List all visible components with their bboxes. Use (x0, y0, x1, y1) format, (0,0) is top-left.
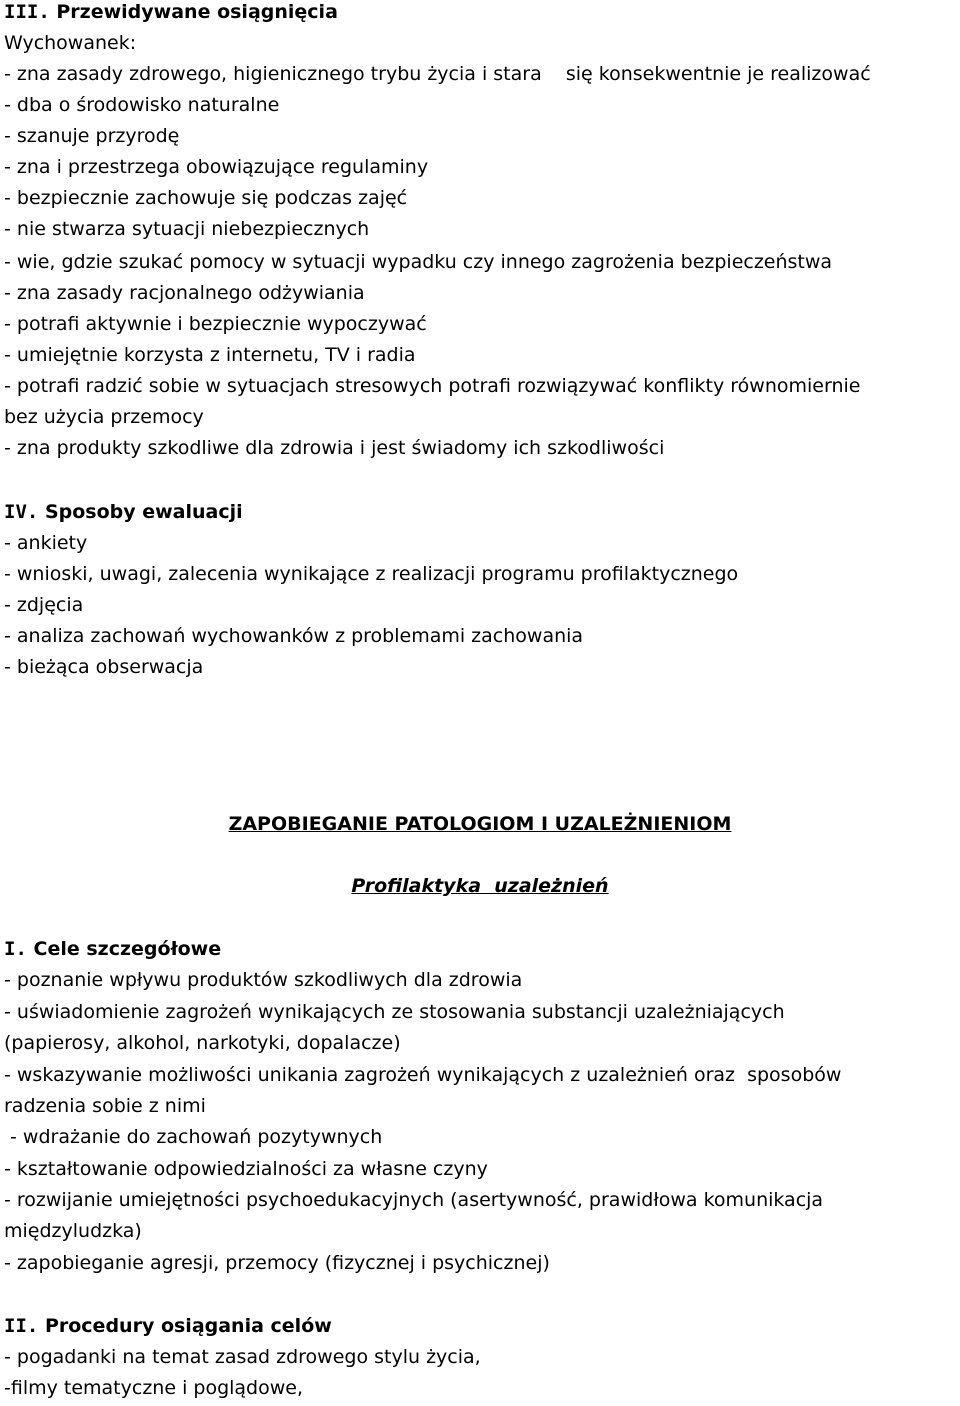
main-heading-row (0, 812, 960, 836)
list-item: - bieżąca obserwacja (4, 656, 204, 678)
list-item: - analiza zachowań wychowanków z problemami zachowania (4, 625, 584, 647)
list-item: (papierosy, alkohol, narkotyki, dopalacze) (4, 1032, 401, 1054)
sub-heading: Profilaktyka uzależnień (351, 875, 609, 897)
list-item: - uświadomienie zagrożeń wynikających ze stosowania substancji uzależniających (4, 1001, 785, 1023)
section-2-title: Procedury osiągania celów (38, 1315, 332, 1337)
list-item: - zna zasady zdrowego, higienicznego trybu życia i stara się konsekwentnie je realizować (4, 63, 871, 85)
list-item: - zna i przestrzega obowiązujące regulaminy (4, 156, 429, 178)
section-1-title: Cele szczegółowe (26, 938, 222, 960)
list-item: - zna produkty szkodliwe dla zdrowia i jest świadomy ich szkodliwości (4, 437, 665, 459)
list-item: - nie stwarza sytuacji niebezpiecznych (4, 218, 370, 240)
list-item: - wskazywanie możliwości unikania zagrożeń wynikających z uzależnień oraz sposobów (4, 1064, 842, 1086)
section-3-number: III. (4, 1, 50, 23)
list-item: - umiejętnie korzysta z internetu, TV i radia (4, 344, 416, 366)
section-4-number: IV. (4, 501, 39, 523)
list-item: -filmy tematyczne i poglądowe, (4, 1377, 304, 1399)
sub-heading-row (0, 874, 960, 898)
section-1-heading (4, 937, 221, 961)
list-item: - szanuje przyrodę (4, 125, 180, 147)
section-2-number: II. (4, 1315, 39, 1337)
list-item: - bezpiecznie zachowuje się podczas zajęć (4, 187, 408, 209)
list-item: - kształtowanie odpowiedzialności za własne czyny (4, 1158, 488, 1180)
section-2-heading (4, 1314, 332, 1338)
list-item: - pogadanki na temat zasad zdrowego stylu życia, (4, 1346, 481, 1368)
list-item: - dba o środowisko naturalne (4, 94, 280, 116)
section-3-title: Przewidywane osiągnięcia (49, 1, 338, 23)
section-4-title: Sposoby ewaluacji (38, 501, 243, 523)
main-heading: ZAPOBIEGANIE PATOLOGIOM I UZALEŻNIENIOM (228, 813, 732, 835)
list-item: - wie, gdzie szukać pomocy w sytuacji wypadku czy innego zagrożenia bezpieczeństwa (4, 251, 833, 273)
section-1-number: I. (4, 938, 27, 960)
list-item: - wnioski, uwagi, zalecenia wynikające z realizacji programu profilaktycznego (4, 563, 739, 585)
list-item: - potrafi aktywnie i bezpiecznie wypoczywać (4, 313, 427, 335)
list-item: międzyludzka) (4, 1220, 142, 1242)
list-item: radzenia sobie z nimi (4, 1095, 206, 1117)
list-item: - zapobieganie agresji, przemocy (fizycznej i psychicznej) (4, 1252, 550, 1274)
section-4-heading (4, 500, 243, 524)
list-item: - ankiety (4, 532, 88, 554)
list-item: - zdjęcia (4, 594, 84, 616)
section-3-heading (4, 0, 338, 24)
list-item: - potrafi radzić sobie w sytuacjach stresowych potrafi rozwiązywać konflikty równomiernie (4, 375, 861, 397)
list-item: - poznanie wpływu produktów szkodliwych dla zdrowia (4, 969, 523, 991)
list-item: - zna zasady racjonalnego odżywiania (4, 282, 365, 304)
list-item: - wdrażanie do zachowań pozytywnych (4, 1126, 383, 1148)
list-item: bez użycia przemocy (4, 406, 204, 428)
list-item: - rozwijanie umiejętności psychoedukacyjnych (asertywność, prawidłowa komunikacja (4, 1189, 824, 1211)
section-3-subtitle: Wychowanek: (4, 32, 137, 54)
